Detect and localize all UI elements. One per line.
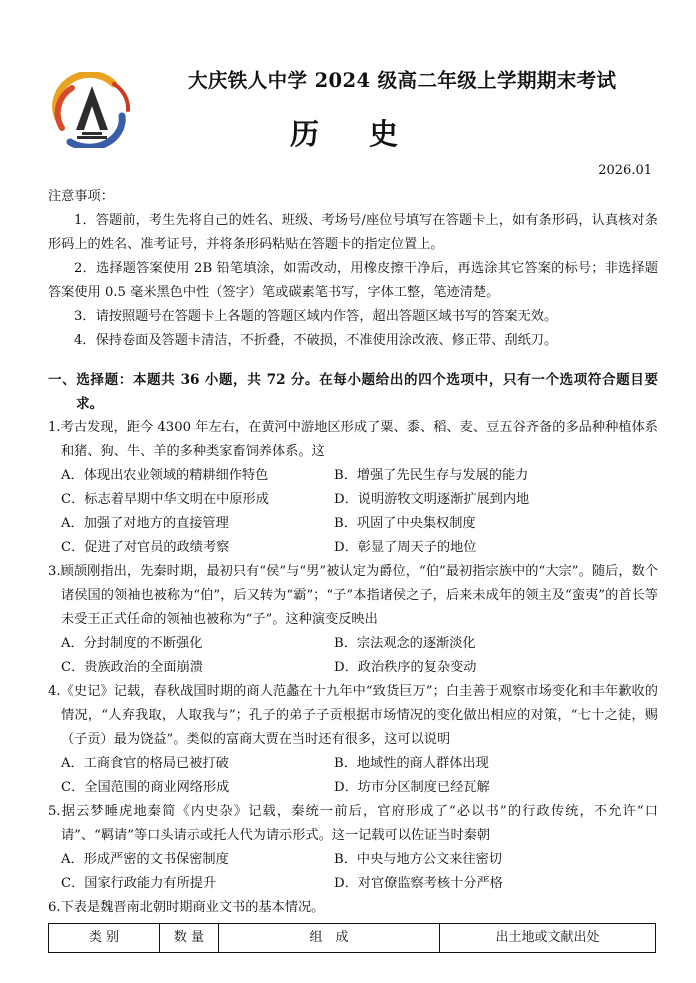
question-stem: 5.据云梦睡虎地秦简《内史杂》记载，秦统一前后，官府形成了“必以书”的行政传统，不允许“口请”、“羁请”等口头请示或托人代为请示形式。这一记载可以佐证当时秦朝	[48, 804, 658, 843]
answer-option: C．促进了对官员的政绩考察	[61, 540, 230, 555]
section-heading: 一、选择题：本题共 36 小题，共 72 分。在每小题给出的四个选项中，只有一个选项符合题目要求。	[48, 372, 658, 412]
question-options	[48, 464, 658, 560]
table-header-cell: 组 成	[219, 924, 440, 953]
subject-title: 历 史	[289, 117, 419, 151]
notice-item: 2．选择题答案使用 2B 铅笔填涂，如需改动，用橡皮擦干净后，再选涂其它答案的标号；非选择题答案使用 0.5 毫米黑色中性（签字）笔或碳素笔书写，字体工整，笔迹清楚。	[48, 261, 658, 300]
exam-title: 大庆铁人中学 2024 级高二年级上学期期末考试	[188, 69, 617, 92]
answer-option: C．全国范围的商业网络形成	[61, 780, 230, 795]
answer-option: C．国家行政能力有所提升	[61, 876, 217, 891]
answer-option: A．加强了对地方的直接管理	[61, 516, 229, 531]
question-table	[48, 923, 656, 953]
answer-option: B．巩固了中央集权制度	[334, 516, 476, 531]
answer-option: B．中央与地方公文来往密切	[334, 852, 502, 867]
answer-option: B．增强了先民生存与发展的能力	[334, 468, 529, 483]
answer-option: A．分封制度的不断强化	[61, 636, 203, 651]
answer-option: B．宗法观念的逐渐淡化	[334, 636, 476, 651]
question-stem: 6.下表是魏晋南北朝时期商业文书的基本情况。	[48, 900, 325, 915]
question-options	[48, 752, 658, 800]
notice-item: 4．保持卷面及答题卡清洁，不折叠，不破损，不准使用涂改液、修正带、刮纸刀。	[74, 333, 558, 348]
notice-heading: 注意事项：	[48, 189, 114, 204]
answer-option: A．形成严密的文书保密制度	[61, 852, 229, 867]
answer-option: D．政治秩序的复杂变动	[334, 660, 477, 675]
table-header-cell: 出土地或文献出处	[440, 924, 656, 953]
exam-body	[48, 185, 658, 953]
question-options	[48, 632, 658, 680]
table-header-row	[49, 924, 656, 953]
exam-date: 2026.01	[598, 163, 652, 178]
answer-option: A．体现出农业领域的精耕细作特色	[61, 468, 269, 483]
answer-option: D．彰显了周天子的地位	[334, 540, 477, 555]
notice-item: 1．答题前，考生先将自己的姓名、班级、考场号/座位号填写在答题卡上，如有条形码，认真核对条形码上的姓名、准考证号，并将条形码粘贴在答题卡的指定位置上。	[48, 213, 658, 252]
question-stem: 3.顾颉刚指出，先秦时期，最初只有“侯”与“男”被认定为爵位，“伯”最初指宗族中的“大宗”。随后，数个诸侯国的领袖也被称为“伯”，后又转为“霸”；“子”本指诸侯之子，后来未成年的领主及“蛮夷”的首长等未受王正式任命的领袖也被称为“子”。这种演变反映出	[48, 564, 658, 627]
question-stem: 4.《史记》记载，春秋战国时期的商人范蠡在十九年中“致货巨万”；白圭善于观察市场变化和丰年歉收的情况，“人弃我取，人取我与”；孔子的弟子子贡根据市场情况的变化做出相应的对策，“七十之徒，赐（子贡）最为饶益”。类似的富商大贾在当时还有很多，这可以说明	[48, 684, 658, 747]
answer-option: D．说明游牧文明逐渐扩展到内地	[334, 492, 530, 507]
answer-option: A．工商食官的格局已被打破	[61, 756, 229, 771]
question-stem: 1.考古发现，距今 4300 年左右，在黄河中游地区形成了粟、黍、稻、麦、豆五谷齐备的多品种种植体系和猪、狗、牛、羊的多种类家畜饲养体系。这	[48, 420, 658, 459]
notice-item: 3．请按照题号在答题卡上各题的答题区域内作答，超出答题区域书写的答案无效。	[74, 309, 558, 324]
answer-option: B．地域性的商人群体出现	[334, 756, 489, 771]
table-header-cell: 类 别	[49, 924, 160, 953]
answer-option: D．对官僚监察考核十分严格	[334, 876, 503, 891]
answer-option: D．坊市分区制度已经瓦解	[334, 780, 490, 795]
answer-option: C．标志着早期中华文明在中原形成	[61, 492, 269, 507]
answer-option: C．贵族政治的全面崩溃	[61, 660, 203, 675]
table-header-cell: 数 量	[160, 924, 219, 953]
question-options	[48, 848, 658, 896]
